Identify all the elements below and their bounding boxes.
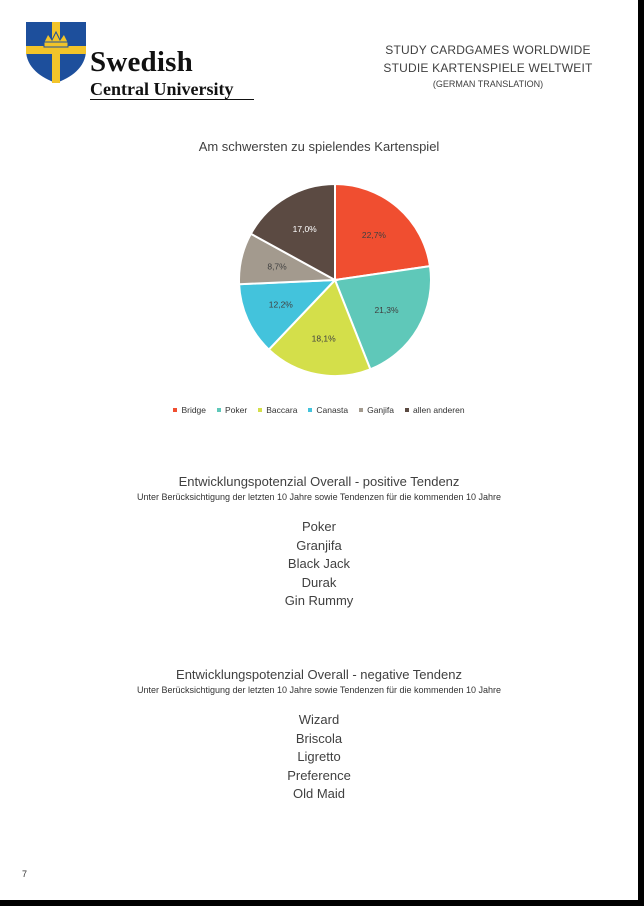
legend-swatch: [308, 408, 312, 412]
legend-item: [405, 405, 465, 415]
list-item: Preference: [287, 767, 351, 783]
list-item: Poker: [302, 519, 336, 534]
university-name-line1: Swedish: [90, 46, 193, 78]
pie-data-label: 8,7%: [267, 261, 287, 272]
legend-item: [308, 405, 348, 415]
header-title-en: STUDY CARDGAMES WORLDWIDE: [385, 43, 591, 57]
list-item: Black Jack: [287, 556, 351, 571]
chart-title: Am schwersten zu spielendes Kartenspiel: [198, 139, 440, 154]
pie-data-label: 17,0%: [292, 223, 317, 234]
list-item: Granjifa: [296, 537, 342, 553]
university-name-line2: Central University: [90, 79, 234, 99]
list-item: Wizard: [298, 712, 340, 727]
legend-label: Ganjifa: [367, 405, 395, 415]
list-item: Briscola: [295, 730, 343, 746]
negative-trend-title: Entwicklungspotenzial Overall - negative Tendenz: [176, 667, 462, 682]
header-title-de: STUDIE KARTENSPIELE WELTWEIT: [383, 61, 593, 75]
list-item: Durak: [301, 574, 337, 590]
legend-item: [359, 405, 394, 415]
header-translation-note: (GERMAN TRANSLATION): [432, 79, 544, 89]
pie-chart: [230, 178, 440, 388]
legend-label: Canasta: [316, 405, 349, 415]
legend-label: Bridge: [181, 405, 207, 415]
legend-swatch: [359, 408, 363, 412]
legend-item: [173, 405, 206, 415]
positive-trend-title: Entwicklungspotenzial Overall - positive Tendenz: [178, 474, 460, 489]
positive-trend-list: [0, 518, 638, 611]
pie-data-label: 22,7%: [361, 229, 386, 240]
legend-swatch: [173, 408, 177, 412]
pie-data-label: 12,2%: [268, 299, 293, 310]
negative-trend-subtitle: Unter Berücksichtigung der letzten 10 Jahre sowie Tendenzen für die kommenden 10 Jahre: [136, 685, 502, 695]
page-number: 7: [22, 869, 28, 879]
legend-swatch: [258, 408, 262, 412]
legend-label: Baccara: [266, 405, 298, 415]
pie-data-label: 21,3%: [374, 304, 399, 315]
legend-label: Poker: [225, 405, 248, 415]
shield-icon: [24, 20, 88, 84]
pie-data-label: 18,1%: [311, 333, 336, 344]
legend-label: allen anderen: [413, 405, 465, 415]
legend-item: [258, 405, 297, 415]
list-item: Gin Rummy: [284, 593, 354, 608]
list-item: Ligretto: [297, 749, 341, 764]
negative-trend-list: [0, 711, 638, 804]
legend-swatch: [217, 408, 221, 412]
legend-item: [217, 405, 247, 415]
positive-trend-subtitle: Unter Berücksichtigung der letzten 10 Jahre sowie Tendenzen für die kommenden 10 Jahre: [136, 492, 502, 502]
chart-legend: [0, 405, 638, 415]
legend-swatch: [405, 408, 409, 412]
list-item: Old Maid: [292, 786, 346, 801]
logo-underline: [90, 99, 254, 100]
